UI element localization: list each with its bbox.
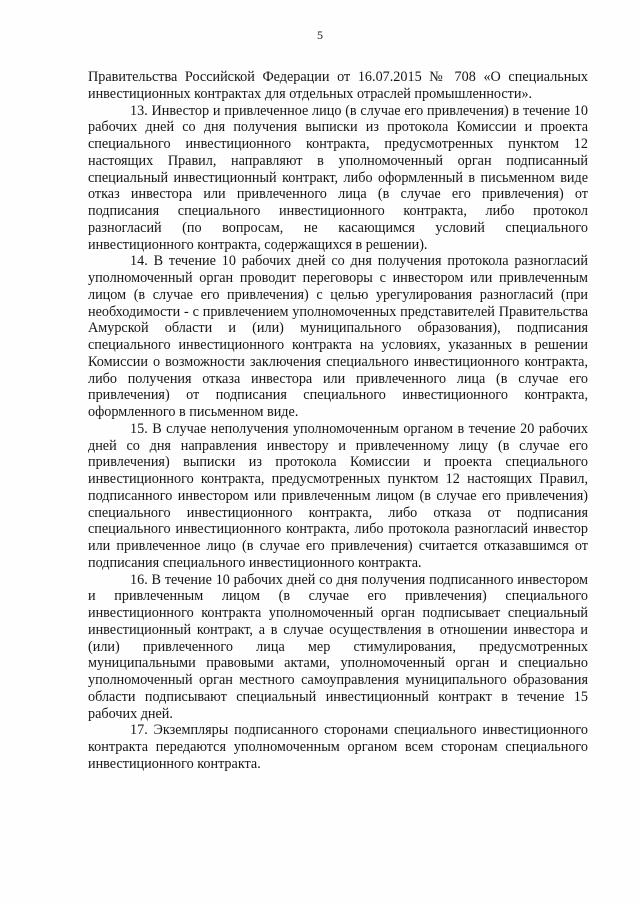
document-body xyxy=(88,69,588,773)
paragraph-14: 14. В течение 10 рабочих дней со дня получения протокола разногласий уполномоченный орган проводит переговоры с инвестором или привлеченным лицом (в случае его привлечения) с целью урегулирования разногласий (при необходимости - с привлечением уполномоченных представителей Правительства Амурской области и (или) муниципального образования), подписания специального инвестиционного контракта на условиях, указанных в решении Комиссии о возможности заключения специального инвестиционного контракта, либо получения отказа инвестора или привлеченного лица (в случае его привлечения) от подписания специального инвестиционного контракта, оформленного в письменном виде. xyxy=(88,253,588,420)
paragraph-continuation: Правительства Российской Федерации от 16.07.2015 № 708 «О специальных инвестиционных контрактах для отдельных отраслей промышленности». xyxy=(88,69,588,102)
paragraph-15: 15. В случае неполучения уполномоченным органом в течение 20 рабочих дней со дня направления инвестору и привлеченному лицу (в случае его привлечения) выписки из протокола Комиссии и проекта специального инвестиционного контракта, предусмотренных пунктом 12 настоящих Правил, подписанного инвестором или привлеченным лицом (в случае его привлечения) специального инвестиционного контракта, либо отказа от подписания специального инвестиционного контракта, либо протокола разногласий инвестор или привлеченное лицо (в случае его привлечения) считается отказавшимся от подписания специального инвестиционного контракта. xyxy=(88,420,588,571)
page-number: 5 xyxy=(317,28,323,42)
paragraph-13: 13. Инвестор и привлеченное лицо (в случае его привлечения) в течение 10 рабочих дней со дня получения выписки из протокола Комиссии и проекта специального инвестиционного контракта, предусмотренных пунктом 12 настоящих Правил, направляют в уполномоченный орган подписанный специальный инвестиционный контракт, либо оформленный в письменном виде отказ инвестора или привлеченного лица (в случае его привлечения) от подписания специального инвестиционного контракта, либо протокол разногласий (по вопросам, не касающимся условий специального инвестиционного контракта, содержащихся в решении). xyxy=(88,102,588,253)
paragraph-16: 16. В течение 10 рабочих дней со дня получения подписанного инвестором и привлеченным лицом (в случае его привлечения) специального инвестиционного контракта уполномоченный орган подписывает специальный инвестиционный контракт, а в случае осуществления в отношении инвестора и (или) привлеченного лица мер стимулирования, предусмотренных муниципальными правовыми актами, уполномоченный орган и специально уполномоченный орган местного самоуправления муниципального образования области подписывают специальный инвестиционный контракт в течение 15 рабочих дней. xyxy=(88,571,588,722)
paragraph-17: 17. Экземпляры подписанного сторонами специального инвестиционного контракта передаются уполномоченным органом всем сторонам специального инвестиционного контракта. xyxy=(88,722,588,772)
